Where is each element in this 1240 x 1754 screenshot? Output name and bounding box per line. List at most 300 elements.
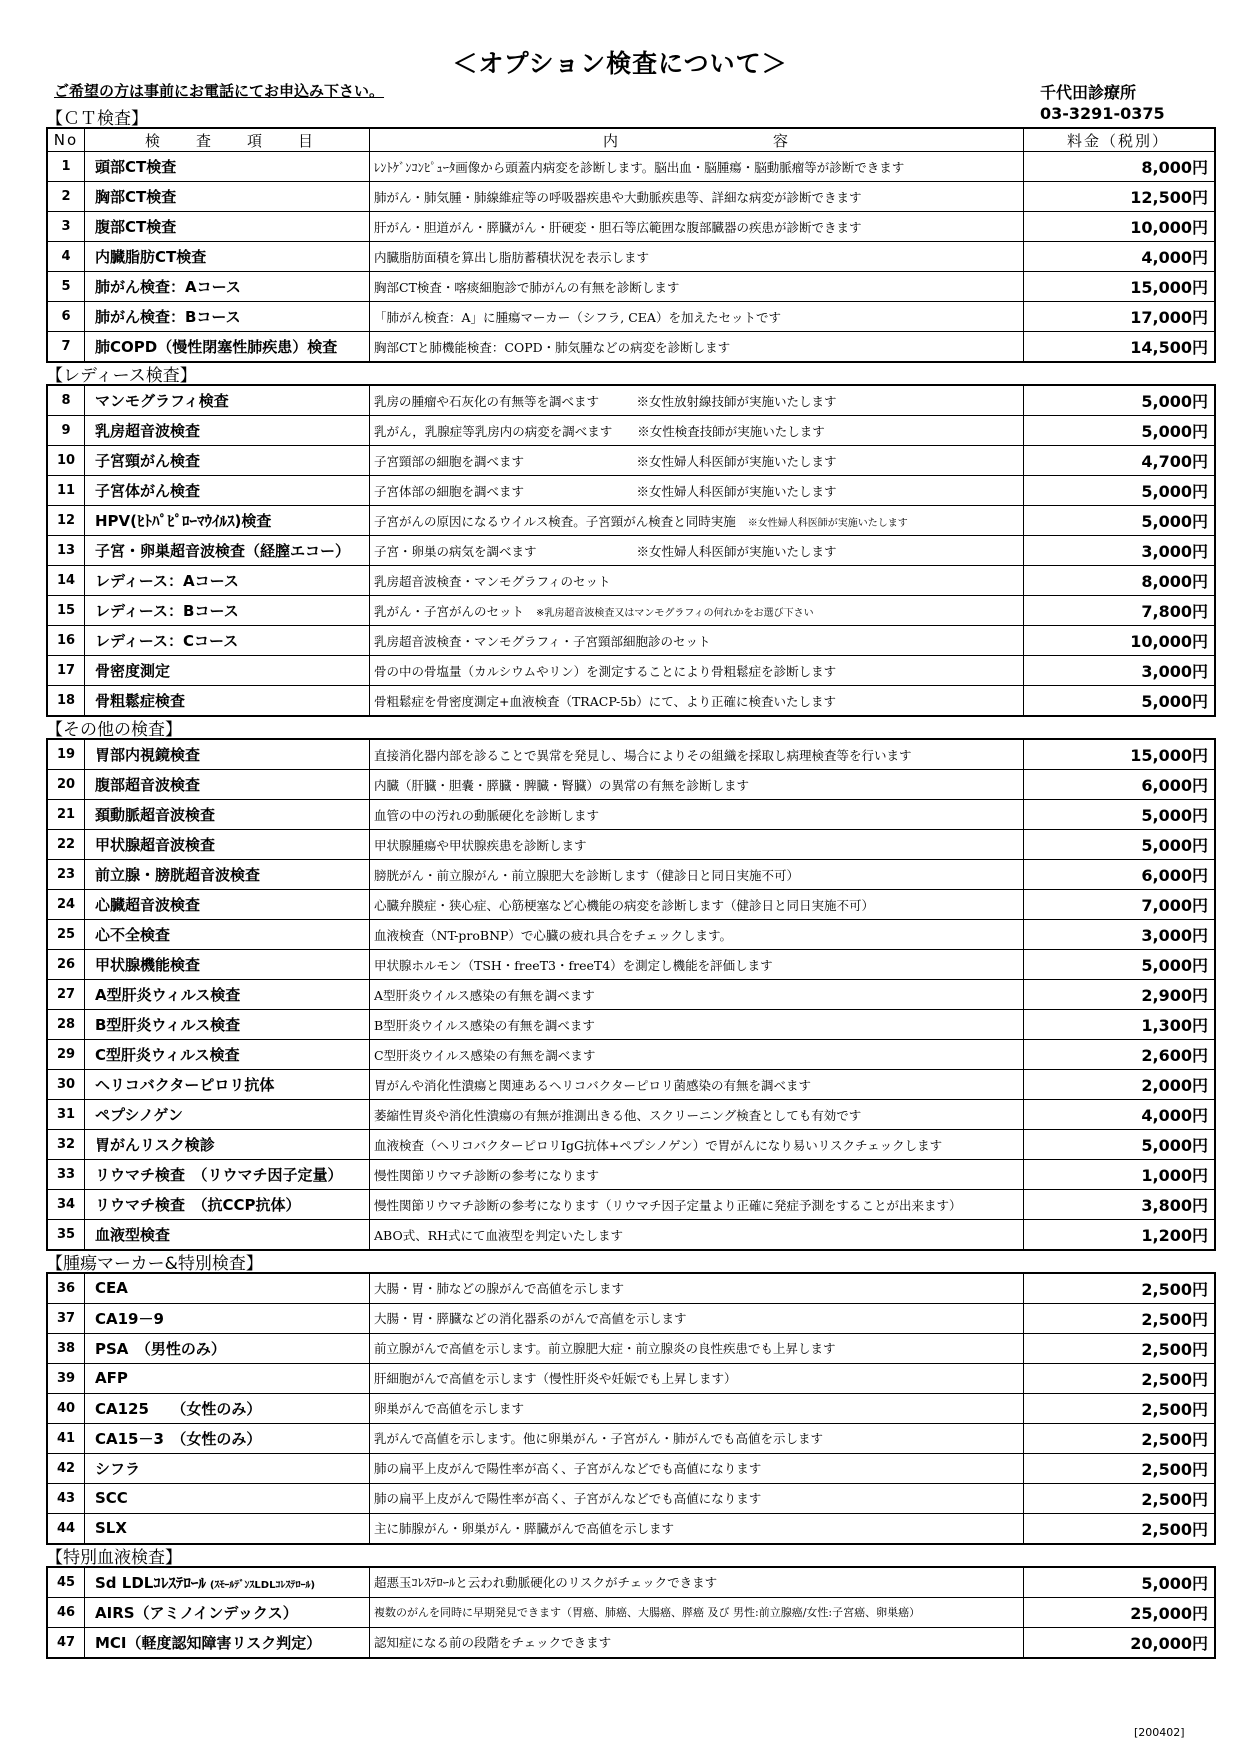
row-number: 42 xyxy=(47,1453,85,1483)
row-number: 22 xyxy=(47,830,85,860)
exam-description-text: 超悪玉ｺﾚｽﾃﾛｰﾙと云われ動脈硬化のリスクがチェックできます xyxy=(374,1575,718,1591)
row-number: 11 xyxy=(47,476,85,506)
exam-description xyxy=(370,1130,1024,1160)
exam-price: 3,000円 xyxy=(1024,536,1216,566)
exam-description-text: 心臓弁膜症・狭心症、心筋梗塞など心機能の病変を診断します（健診日と同日実施不可） xyxy=(374,897,875,913)
exam-description-text: 内臓（肝臓・胆嚢・膵臓・脾臓・腎臓）の異常の有無を診断します xyxy=(374,777,750,793)
exam-name-text: 胸部CT検査 xyxy=(95,188,177,206)
exam-description xyxy=(370,830,1024,860)
row-number: 2 xyxy=(47,182,85,212)
exam-description-text: 肺の扁平上皮がんで陽性率が高く、子宮がんなどでも高値になります xyxy=(374,1461,762,1476)
row-number: 8 xyxy=(47,385,85,416)
exam-description xyxy=(370,385,1024,416)
exam-price: 17,000円 xyxy=(1024,302,1216,332)
row-number: 26 xyxy=(47,950,85,980)
table-row xyxy=(47,656,1215,686)
exam-price: 1,000円 xyxy=(1024,1160,1216,1190)
exam-name xyxy=(85,1160,370,1190)
header-price: 料金（税別） xyxy=(1024,128,1216,152)
exam-description-text: 甲状腺ホルモン（TSH・freeT3・freeT4）を測定し機能を評価します xyxy=(374,957,773,973)
exam-description xyxy=(370,860,1024,890)
exam-description xyxy=(370,656,1024,686)
table-row xyxy=(47,302,1215,332)
table-row xyxy=(47,1160,1215,1190)
exam-price: 2,500円 xyxy=(1024,1453,1216,1483)
exam-description xyxy=(370,1483,1024,1513)
exam-description-text: 乳がんで高値を示します。他に卵巣がん・子宮がん・肺がんでも高値を示します xyxy=(374,1431,824,1446)
exam-name-text: 甲状腺超音波検査 xyxy=(95,836,216,855)
exam-description-text: 甲状腺腫瘍や甲状腺疾患を診断します xyxy=(374,837,587,853)
exam-price: 2,500円 xyxy=(1024,1483,1216,1513)
exam-description-text: 慢性関節リウマチ診断の参考になります xyxy=(374,1167,600,1183)
table-row xyxy=(47,1130,1215,1160)
exam-name xyxy=(85,446,370,476)
exam-description xyxy=(370,506,1024,536)
exam-description xyxy=(370,212,1024,242)
exam-description xyxy=(370,1160,1024,1190)
row-number: 24 xyxy=(47,890,85,920)
exam-name-text: 頚動脈超音波検査 xyxy=(95,806,216,825)
row-number: 38 xyxy=(47,1333,85,1363)
exam-price: 2,500円 xyxy=(1024,1273,1216,1304)
table-row xyxy=(47,1483,1215,1513)
exam-price: 1,200円 xyxy=(1024,1220,1216,1251)
table-row xyxy=(47,566,1215,596)
exam-name xyxy=(85,920,370,950)
exam-name-text: 肺がん検査：Bコース xyxy=(95,308,241,326)
exam-name-text: 子宮頸がん検査 xyxy=(95,452,201,471)
exam-price: 6,000円 xyxy=(1024,770,1216,800)
exam-price: 8,000円 xyxy=(1024,152,1216,182)
exam-description-text: 子宮がんの原因になるウイルス検査。子宮頸がん検査と同時実施 xyxy=(374,513,736,529)
section-heading: 【レディース検査】 xyxy=(46,366,197,387)
exam-price: 5,000円 xyxy=(1024,950,1216,980)
exam-name-text: HPV(ﾋﾄﾊﾟﾋﾟﾛｰﾏｳｲﾙｽ)検査 xyxy=(95,512,272,531)
exam-price: 3,800円 xyxy=(1024,1190,1216,1220)
exam-price: 3,000円 xyxy=(1024,656,1216,686)
exam-table xyxy=(46,384,1216,717)
exam-description xyxy=(370,1567,1024,1598)
exam-name xyxy=(85,1423,370,1453)
exam-name xyxy=(85,860,370,890)
exam-price: 2,500円 xyxy=(1024,1423,1216,1453)
exam-price: 2,500円 xyxy=(1024,1393,1216,1423)
exam-name-text: 血液型検査 xyxy=(95,1226,171,1245)
header-item: 検 査 項 目 xyxy=(85,128,370,152)
exam-name xyxy=(85,686,370,717)
exam-description xyxy=(370,686,1024,717)
exam-name xyxy=(85,385,370,416)
row-number: 41 xyxy=(47,1423,85,1453)
exam-name-text: 肺COPD（慢性閉塞性肺疾患）検査 xyxy=(95,338,338,356)
table-row xyxy=(47,332,1215,363)
exam-name xyxy=(85,302,370,332)
exam-name-text: CA15－3 （女性のみ） xyxy=(95,1429,262,1448)
row-number: 35 xyxy=(47,1220,85,1251)
exam-table xyxy=(46,127,1216,363)
exam-name-text: ヘリコバクターピロリ抗体 xyxy=(95,1076,275,1095)
table-row xyxy=(47,920,1215,950)
row-number: 1 xyxy=(47,152,85,182)
exam-description xyxy=(370,1303,1024,1333)
exam-name xyxy=(85,1567,370,1598)
row-number: 37 xyxy=(47,1303,85,1333)
exam-description-text: ABO式、RH式にて血液型を判定いたします xyxy=(374,1227,624,1243)
row-number: 5 xyxy=(47,272,85,302)
exam-description-text: ﾚﾝﾄｹﾞﾝｺﾝﾋﾟｭｰﾀ画像から頭蓋内病変を診断します。脳出血・脳腫瘍・脳動脈瘤等が診断できます xyxy=(374,159,905,175)
exam-name-text: レディース：Cコース xyxy=(95,632,239,651)
exam-price: 14,500円 xyxy=(1024,332,1216,363)
row-number: 32 xyxy=(47,1130,85,1160)
exam-description xyxy=(370,332,1024,363)
table-row xyxy=(47,1453,1215,1483)
table-row xyxy=(47,506,1215,536)
exam-description xyxy=(370,1597,1024,1627)
exam-name xyxy=(85,1040,370,1070)
exam-price: 4,000円 xyxy=(1024,242,1216,272)
row-number: 21 xyxy=(47,800,85,830)
exam-price: 25,000円 xyxy=(1024,1597,1216,1627)
exam-description-text: 主に肺腺がん・卵巣がん・膵臓がんで高値を示します xyxy=(374,1521,675,1536)
exam-description-note: ※女性婦人科医師が実施いたします xyxy=(747,517,908,529)
table-row xyxy=(47,385,1215,416)
table-row xyxy=(47,830,1215,860)
table-row xyxy=(47,446,1215,476)
exam-name xyxy=(85,1220,370,1251)
row-number: 27 xyxy=(47,980,85,1010)
exam-name xyxy=(85,332,370,363)
exam-name-text: CA125 （女性のみ） xyxy=(95,1399,262,1418)
exam-name xyxy=(85,656,370,686)
table-row xyxy=(47,1333,1215,1363)
row-number: 47 xyxy=(47,1627,85,1658)
section-heading: 【腫瘍マーカー&特別検査】 xyxy=(46,1253,263,1274)
row-number: 17 xyxy=(47,656,85,686)
exam-name-text: 前立腺・膀胱超音波検査 xyxy=(95,866,261,885)
table-row xyxy=(47,1100,1215,1130)
exam-description xyxy=(370,1393,1024,1423)
table-row xyxy=(47,152,1215,182)
row-number: 14 xyxy=(47,566,85,596)
exam-name xyxy=(85,739,370,770)
exam-name xyxy=(85,800,370,830)
exam-description xyxy=(370,1040,1024,1070)
exam-description-text: 子宮・卵巣の病気を調べます ※女性婦人科医師が実施いたします xyxy=(374,543,837,559)
table-row xyxy=(47,686,1215,717)
clinic-phone: 03-3291-0375 xyxy=(1040,104,1165,123)
exam-name-text: レディース：Bコース xyxy=(95,602,239,621)
row-number: 4 xyxy=(47,242,85,272)
exam-description-text: 膀胱がん・前立腺がん・前立腺肥大を診断します（健診日と同日実施不可） xyxy=(374,867,800,883)
exam-description-text: 卵巣がんで高値を示します xyxy=(374,1401,525,1416)
exam-description-note: ※乳房超音波検査又はマンモグラフィの何れかをお選び下さい xyxy=(536,607,814,619)
exam-description xyxy=(370,770,1024,800)
exam-description xyxy=(370,1333,1024,1363)
exam-name-text: CEA xyxy=(95,1279,128,1297)
table-row xyxy=(47,739,1215,770)
exam-name-text: CA19－9 xyxy=(95,1309,164,1328)
exam-description-text: 直接消化器内部を診ることで異常を発見し、場合によりその組織を採取し病理検査等を行います xyxy=(374,747,912,763)
table-row xyxy=(47,212,1215,242)
row-number: 6 xyxy=(47,302,85,332)
exam-description-text: 内臓脂肪面積を算出し脂肪蓄積状況を表示します xyxy=(374,249,650,265)
exam-price: 10,000円 xyxy=(1024,626,1216,656)
row-number: 23 xyxy=(47,860,85,890)
exam-description-text: 子宮体部の細胞を調べます ※女性婦人科医師が実施いたします xyxy=(374,483,837,499)
exam-name xyxy=(85,1393,370,1423)
table-row xyxy=(47,1010,1215,1040)
exam-description-text: 肝がん・胆道がん・膵臓がん・肝硬変・胆石等広範囲な腹部臓器の疾患が診断できます xyxy=(374,219,862,235)
row-number: 39 xyxy=(47,1363,85,1393)
exam-name-text: MCI（軽度認知障害リスク判定） xyxy=(95,1633,322,1652)
exam-price: 2,500円 xyxy=(1024,1363,1216,1393)
exam-name xyxy=(85,242,370,272)
exam-price: 12,500円 xyxy=(1024,182,1216,212)
exam-name-text: 子宮体がん検査 xyxy=(95,482,201,501)
exam-description-text: A型肝炎ウイルス感染の有無を調べます xyxy=(374,987,595,1003)
exam-description-text: 子宮頸部の細胞を調べます ※女性婦人科医師が実施いたします xyxy=(374,453,837,469)
exam-description-text: 肺の扁平上皮がんで陽性率が高く、子宮がんなどでも高値になります xyxy=(374,1491,762,1506)
row-number: 40 xyxy=(47,1393,85,1423)
exam-description-text: 肝細胞がんで高値を示します（慢性肝炎や妊娠でも上昇します） xyxy=(374,1371,737,1386)
exam-description-text: 胸部CTと肺機能検査：COPD・肺気腫などの病変を診断します xyxy=(374,339,731,355)
exam-name-text: 子宮・卵巣超音波検査（経膣エコー） xyxy=(95,542,351,561)
table-row xyxy=(47,476,1215,506)
row-number: 43 xyxy=(47,1483,85,1513)
exam-name-text: SLX xyxy=(95,1519,127,1537)
exam-description xyxy=(370,950,1024,980)
exam-description xyxy=(370,980,1024,1010)
exam-description xyxy=(370,890,1024,920)
exam-description xyxy=(370,800,1024,830)
document-code: [200402] xyxy=(1134,1726,1185,1739)
exam-description xyxy=(370,416,1024,446)
exam-description-text: 大腸・胃・膵臓などの消化器系のがんで高値を示します xyxy=(374,1311,687,1326)
exam-name xyxy=(85,506,370,536)
exam-description xyxy=(370,1363,1024,1393)
exam-name-text: レディース：Aコース xyxy=(95,572,239,591)
row-number: 44 xyxy=(47,1513,85,1544)
exam-description xyxy=(370,182,1024,212)
row-number: 3 xyxy=(47,212,85,242)
table-row xyxy=(47,242,1215,272)
application-note: ご希望の方は事前にお電話にてお申込み下さい。 xyxy=(54,82,385,100)
exam-name xyxy=(85,950,370,980)
exam-description xyxy=(370,1070,1024,1100)
exam-description xyxy=(370,1627,1024,1658)
exam-name-text: SCC xyxy=(95,1489,128,1507)
exam-name xyxy=(85,566,370,596)
exam-description-text: 骨の中の骨塩量（カルシウムやリン）を測定することにより骨粗鬆症を診断します xyxy=(374,663,837,679)
header-content: 内 容 xyxy=(370,128,1024,152)
exam-table xyxy=(46,738,1216,1251)
exam-name-text: PSA （男性のみ） xyxy=(95,1339,226,1358)
exam-price: 5,000円 xyxy=(1024,1567,1216,1598)
exam-price: 5,000円 xyxy=(1024,385,1216,416)
exam-description-text: 複数のがんを同時に早期発見できます（胃癌、肺癌、大腸癌、膵癌 及び 男性:前立腺癌/女性:子宮癌、卵巣癌） xyxy=(374,1606,921,1620)
exam-name-text: リウマチ検査 （抗CCP抗体） xyxy=(95,1196,301,1215)
exam-description-text: 乳がん・子宮がんのセット xyxy=(374,603,525,619)
table-row xyxy=(47,860,1215,890)
exam-table xyxy=(46,1566,1216,1659)
exam-price: 15,000円 xyxy=(1024,739,1216,770)
exam-name-note: (ｽﾓｰﾙﾃﾞﾝｽLDLｺﾚｽﾃﾛｰﾙ) xyxy=(209,1579,316,1591)
exam-name-text: AFP xyxy=(95,1369,128,1387)
exam-name xyxy=(85,272,370,302)
row-number: 10 xyxy=(47,446,85,476)
exam-name-text: AIRS（アミノインデックス） xyxy=(95,1603,298,1622)
exam-price: 4,000円 xyxy=(1024,1100,1216,1130)
row-number: 18 xyxy=(47,686,85,717)
exam-description-text: 血液検査（NT-proBNP）で心臓の疲れ具合をチェックします。 xyxy=(374,927,733,943)
exam-price: 5,000円 xyxy=(1024,830,1216,860)
exam-description-text: 胃がんや消化性潰瘍と関連あるヘリコバクターピロリ菌感染の有無を調べます xyxy=(374,1077,812,1093)
exam-price: 5,000円 xyxy=(1024,686,1216,717)
exam-name xyxy=(85,1453,370,1483)
exam-price: 15,000円 xyxy=(1024,272,1216,302)
row-number: 36 xyxy=(47,1273,85,1304)
exam-price: 5,000円 xyxy=(1024,476,1216,506)
exam-name-text: シフラ xyxy=(95,1459,141,1478)
exam-price: 2,500円 xyxy=(1024,1513,1216,1544)
exam-name xyxy=(85,1627,370,1658)
exam-description xyxy=(370,1453,1024,1483)
exam-description-text: 乳房の腫瘤や石灰化の有無等を調べます ※女性放射線技師が実施いたします xyxy=(374,393,837,409)
exam-table xyxy=(46,1272,1216,1545)
row-number: 15 xyxy=(47,596,85,626)
table-row xyxy=(47,1627,1215,1658)
exam-name xyxy=(85,1070,370,1100)
exam-name xyxy=(85,1190,370,1220)
exam-description-text: 血管の中の汚れの動脈硬化を診断します xyxy=(374,807,600,823)
table-row xyxy=(47,1070,1215,1100)
table-row xyxy=(47,596,1215,626)
exam-price: 7,000円 xyxy=(1024,890,1216,920)
exam-price: 2,000円 xyxy=(1024,1070,1216,1100)
exam-description xyxy=(370,1190,1024,1220)
exam-name-text: C型肝炎ウィルス検査 xyxy=(95,1046,240,1065)
exam-name xyxy=(85,182,370,212)
exam-description xyxy=(370,446,1024,476)
exam-price: 1,300円 xyxy=(1024,1010,1216,1040)
exam-name-text: ペプシノゲン xyxy=(95,1106,184,1125)
exam-description xyxy=(370,596,1024,626)
exam-name-text: 心不全検査 xyxy=(95,926,171,945)
exam-price: 2,900円 xyxy=(1024,980,1216,1010)
exam-description-text: 慢性関節リウマチ診断の参考になります（リウマチ因子定量より正確に発症予測をすることが出来ます） xyxy=(374,1197,962,1213)
exam-description-text: 大腸・胃・肺などの腺がんで高値を示します xyxy=(374,1281,625,1296)
exam-name xyxy=(85,890,370,920)
row-number: 13 xyxy=(47,536,85,566)
exam-description-text: 認知症になる前の段階をチェックできます xyxy=(374,1635,612,1651)
exam-name xyxy=(85,1333,370,1363)
table-row xyxy=(47,182,1215,212)
exam-description xyxy=(370,1513,1024,1544)
table-row xyxy=(47,536,1215,566)
exam-name xyxy=(85,416,370,446)
row-number: 7 xyxy=(47,332,85,363)
exam-price: 8,000円 xyxy=(1024,566,1216,596)
table-row xyxy=(47,770,1215,800)
exam-name xyxy=(85,626,370,656)
exam-name-text: 骨粗鬆症検査 xyxy=(95,692,186,711)
row-number: 19 xyxy=(47,739,85,770)
table-row xyxy=(47,1423,1215,1453)
table-row xyxy=(47,1220,1215,1251)
exam-description-text: 前立腺がんで高値を示します。前立腺肥大症・前立腺炎の良性疾患でも上昇します xyxy=(374,1341,836,1356)
table-row xyxy=(47,890,1215,920)
exam-description xyxy=(370,272,1024,302)
exam-description-text: 胸部CT検査・喀痰細胞診で肺がんの有無を診断します xyxy=(374,279,680,295)
exam-description-text: 萎縮性胃炎や消化性潰瘍の有無が推測出きる他、スクリーニング検査としても有効です xyxy=(374,1107,862,1123)
row-number: 46 xyxy=(47,1597,85,1627)
row-number: 30 xyxy=(47,1070,85,1100)
exam-name xyxy=(85,830,370,860)
exam-name xyxy=(85,536,370,566)
exam-price: 2,500円 xyxy=(1024,1333,1216,1363)
table-row xyxy=(47,416,1215,446)
exam-price: 5,000円 xyxy=(1024,1130,1216,1160)
table-row xyxy=(47,800,1215,830)
exam-name-text: A型肝炎ウィルス検査 xyxy=(95,986,241,1005)
exam-name-text: Sd LDLｺﾚｽﾃﾛｰﾙ xyxy=(95,1573,206,1592)
exam-name xyxy=(85,1303,370,1333)
exam-name-text: マンモグラフィ検査 xyxy=(95,392,229,411)
exam-name xyxy=(85,980,370,1010)
exam-name xyxy=(85,1130,370,1160)
exam-description xyxy=(370,476,1024,506)
exam-price: 20,000円 xyxy=(1024,1627,1216,1658)
exam-name-text: 肺がん検査：Aコース xyxy=(95,278,241,296)
exam-name xyxy=(85,1010,370,1040)
row-number: 28 xyxy=(47,1010,85,1040)
table-row xyxy=(47,1273,1215,1304)
exam-price: 3,000円 xyxy=(1024,920,1216,950)
row-number: 9 xyxy=(47,416,85,446)
table-row xyxy=(47,980,1215,1010)
table-row xyxy=(47,1040,1215,1070)
exam-name xyxy=(85,1273,370,1304)
exam-name-text: 胃がんリスク検診 xyxy=(95,1136,215,1155)
exam-price: 7,800円 xyxy=(1024,596,1216,626)
row-number: 29 xyxy=(47,1040,85,1070)
exam-description xyxy=(370,1100,1024,1130)
table-row xyxy=(47,1567,1215,1598)
clinic-name: 千代田診療所 xyxy=(1040,83,1137,102)
exam-price: 5,000円 xyxy=(1024,506,1216,536)
exam-name-text: リウマチ検査 （リウマチ因子定量） xyxy=(95,1166,343,1185)
exam-description xyxy=(370,566,1024,596)
exam-name-text: 骨密度測定 xyxy=(95,662,171,681)
exam-description xyxy=(370,1220,1024,1251)
exam-name-text: 頭部CT検査 xyxy=(95,158,177,176)
exam-name-text: 乳房超音波検査 xyxy=(95,422,201,441)
exam-name-text: 心臓超音波検査 xyxy=(95,896,201,915)
exam-name xyxy=(85,1483,370,1513)
exam-name-text: 内臓脂肪CT検査 xyxy=(95,248,207,266)
row-number: 12 xyxy=(47,506,85,536)
exam-name xyxy=(85,596,370,626)
page-title: ＜オプション検査について＞ xyxy=(452,49,788,78)
exam-name xyxy=(85,212,370,242)
table-row xyxy=(47,626,1215,656)
row-number: 25 xyxy=(47,920,85,950)
exam-description-text: 乳がん，乳腺症等乳房内の病変を調べます ※女性検査技師が実施いたします xyxy=(374,423,825,439)
section-heading: 【特別血液検査】 xyxy=(46,1547,182,1568)
exam-name xyxy=(85,1513,370,1544)
exam-price: 10,000円 xyxy=(1024,212,1216,242)
header-no: No xyxy=(47,128,85,152)
